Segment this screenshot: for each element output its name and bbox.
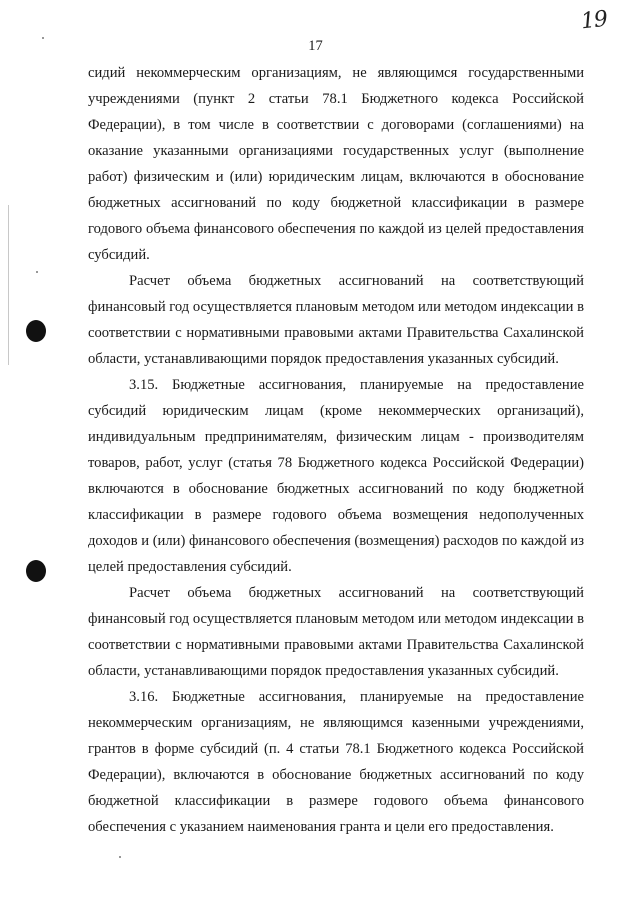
scan-speck	[42, 37, 44, 39]
punch-hole-bottom	[26, 560, 46, 582]
document-body	[88, 60, 584, 840]
scan-speck	[36, 271, 38, 273]
paragraph-3-16: 3.16. Бюджетные ассигнования, планируемые на предоставление некоммерческим организациям, не являющимся казенными учреждениями, грантов в форме субсидий (п. 4 статьи 78.1 Бюджетного кодекса Российской Федерации), включаются в обоснование бюджетных ассигнований по коду бюджетной классификации в размере годового объема финансового обеспечения с указанием наименования гранта и цели его предоставления.	[88, 689, 584, 835]
paragraph-3-15: 3.15. Бюджетные ассигнования, планируемые на предоставление субсидий юридическим лицам (кроме некоммерческих организаций), индивидуальным предпринимателям, физическим лицам - производителям товаров, работ, услуг (статья 78 Бюджетного кодекса Российской Федерации) включаются в обоснование бюджетных ассигнований по коду бюджетной классификации в размере годового объема возмещения недополученных доходов и (или) финансового обеспечения (возмещения) расходов по каждой из целей предоставления субсидий.	[88, 377, 584, 575]
paragraph-calculation-1: Расчет объема бюджетных ассигнований на соответствующий финансовый год осуществляется плановым методом или методом индексации в соответствии с нормативными правовыми актами Правительства Сахалинской области, устанавливающими порядок предоставления указанных субсидий.	[88, 273, 584, 367]
paragraph-continued: сидий некоммерческим организациям, не являющимся государственными учреждениями (пункт 2 статьи 78.1 Бюджетного кодекса Российской Федерации), в том числе в соответствии с договорами (соглашениями) на оказание указанными организациями государственных услуг (выполнение работ) физическим и (или) юридическим лицам, включаются в обоснование бюджетных ассигнований по коду бюджетной классификации в размере годового объема финансового обеспечения по каждой из целей предоставления субсидий.	[88, 65, 584, 263]
handwritten-sheet-number: 19	[579, 6, 609, 35]
paragraph-calculation-2: Расчет объема бюджетных ассигнований на соответствующий финансовый год осуществляется плановым методом или методом индексации в соответствии с нормативными правовыми актами Правительства Сахалинской области, устанавливающими порядок предоставления указанных субсидий.	[88, 585, 584, 679]
scan-margin-line	[8, 205, 9, 365]
page-number: 17	[308, 38, 323, 54]
punch-hole-top	[26, 320, 46, 342]
scan-speck	[119, 856, 121, 858]
